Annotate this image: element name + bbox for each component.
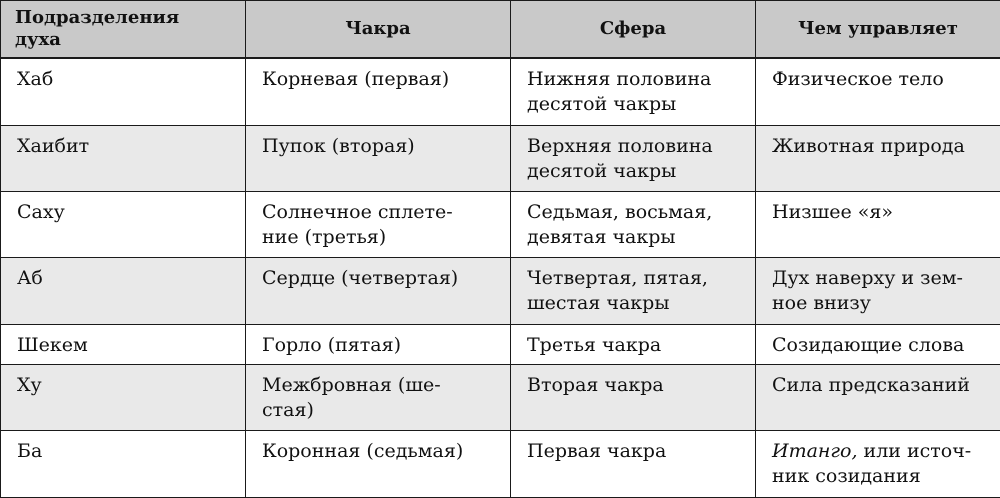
table-row (1, 58, 1000, 125)
header-governs: Чем управляет (756, 1, 1000, 59)
cell-sphere: Верхняя половина десятой чакры (511, 125, 756, 191)
cell-sphere: Седьмая, восьмая, девятая чакры (511, 191, 756, 257)
table-row (1, 258, 1000, 324)
itango-term: Итанго, (772, 440, 858, 463)
header-sphere: Сфера (511, 1, 756, 59)
header-chakra: Чакра (246, 1, 511, 59)
cell-governs: Низшее «я» (756, 191, 1000, 257)
table-row (1, 324, 1000, 364)
cell-division: Саху (1, 191, 246, 257)
cell-division: Ху (1, 365, 246, 431)
cell-governs: Животная природа (756, 125, 1000, 191)
cell-division: Аб (1, 258, 246, 324)
cell-sphere: Первая чакра (511, 431, 756, 498)
cell-chakra: Сердце (четвертая) (246, 258, 511, 324)
cell-chakra: Горло (пятая) (246, 324, 511, 364)
table-row (1, 125, 1000, 191)
cell-division: Шекем (1, 324, 246, 364)
header-row (1, 1, 1000, 59)
cell-chakra: Межбровная (ше- стая) (246, 365, 511, 431)
governs-line: Итанго, или источ- (772, 440, 972, 463)
cell-chakra: Корневая (первая) (246, 58, 511, 125)
cell-governs: Дух наверху и зем- ное внизу (756, 258, 1000, 324)
cell-chakra: Солнечное сплете- ние (третья) (246, 191, 511, 257)
cell-chakra: Пупок (вторая) (246, 125, 511, 191)
table-row (1, 431, 1000, 498)
cell-governs: Итанго, или источ- ник созидания (756, 431, 1000, 498)
cell-sphere: Третья чакра (511, 324, 756, 364)
cell-sphere: Четвертая, пятая, шестая чакры (511, 258, 756, 324)
table-row (1, 365, 1000, 431)
cell-division: Хаибит (1, 125, 246, 191)
table-row (1, 191, 1000, 257)
cell-governs: Созидающие слова (756, 324, 1000, 364)
cell-governs: Сила предсказаний (756, 365, 1000, 431)
header-division: Подразделения духа (1, 1, 246, 59)
cell-sphere: Нижняя половина десятой чакры (511, 58, 756, 125)
cell-governs: Физическое тело (756, 58, 1000, 125)
cell-division: Ба (1, 431, 246, 498)
cell-chakra: Коронная (седьмая) (246, 431, 511, 498)
cell-sphere: Вторая чакра (511, 365, 756, 431)
cell-division: Хаб (1, 58, 246, 125)
